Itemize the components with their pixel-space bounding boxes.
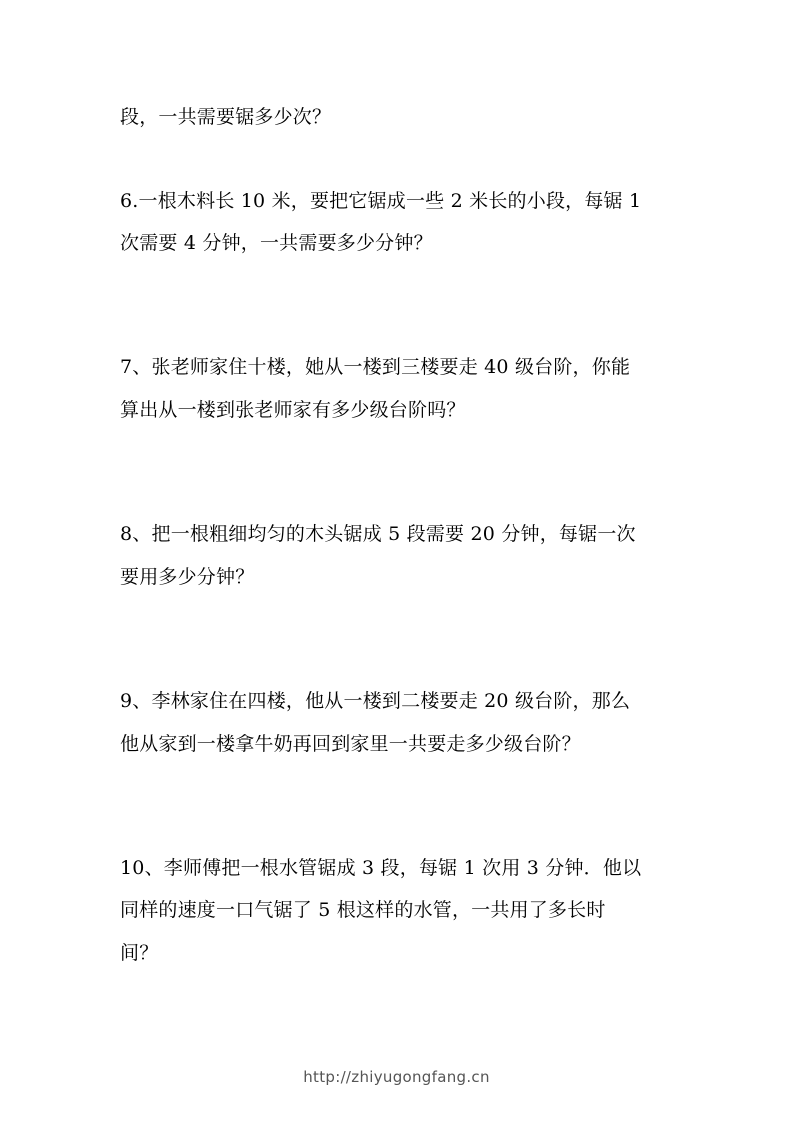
question-8-line-1: 8、把一根粗细均匀的木头锯成 5 段需要 20 分钟，每锯一次: [120, 523, 636, 545]
question-7-line-2: 算出从一楼到张老师家有多少级台阶吗？: [120, 399, 466, 421]
question-10-line-1: 10、李师傅把一根水管锯成 3 段，每锯 1 次用 3 分钟．他以: [120, 857, 642, 879]
question-6-line-1: 6.一根木料长 10 米，要把它锯成一些 2 米长的小段，每锯 1: [120, 190, 642, 212]
question-10-line-3: 间？: [120, 942, 159, 964]
question-10-line-2: 同样的速度一口气锯了 5 根这样的水管，一共用了多长时: [120, 899, 606, 921]
question-7-line-1: 7、张老师家住十楼，她从一楼到三楼要走 40 级台阶，你能: [120, 356, 631, 378]
question-9-line-2: 他从家到一楼拿牛奶再回到家里一共要走多少级台阶？: [120, 733, 581, 755]
question-9-line-1: 9、李林家住在四楼，他从一楼到二楼要走 20 级台阶，那么: [120, 690, 631, 712]
question-8-line-2: 要用多少分钟？: [120, 566, 255, 588]
question-6-line-2: 次需要 4 分钟，一共需要多少分钟？: [120, 232, 433, 254]
question-5-continuation: 段，一共需要锯多少次？: [120, 106, 332, 128]
footer-url: http://zhiyugongfang.cn: [303, 1068, 490, 1086]
